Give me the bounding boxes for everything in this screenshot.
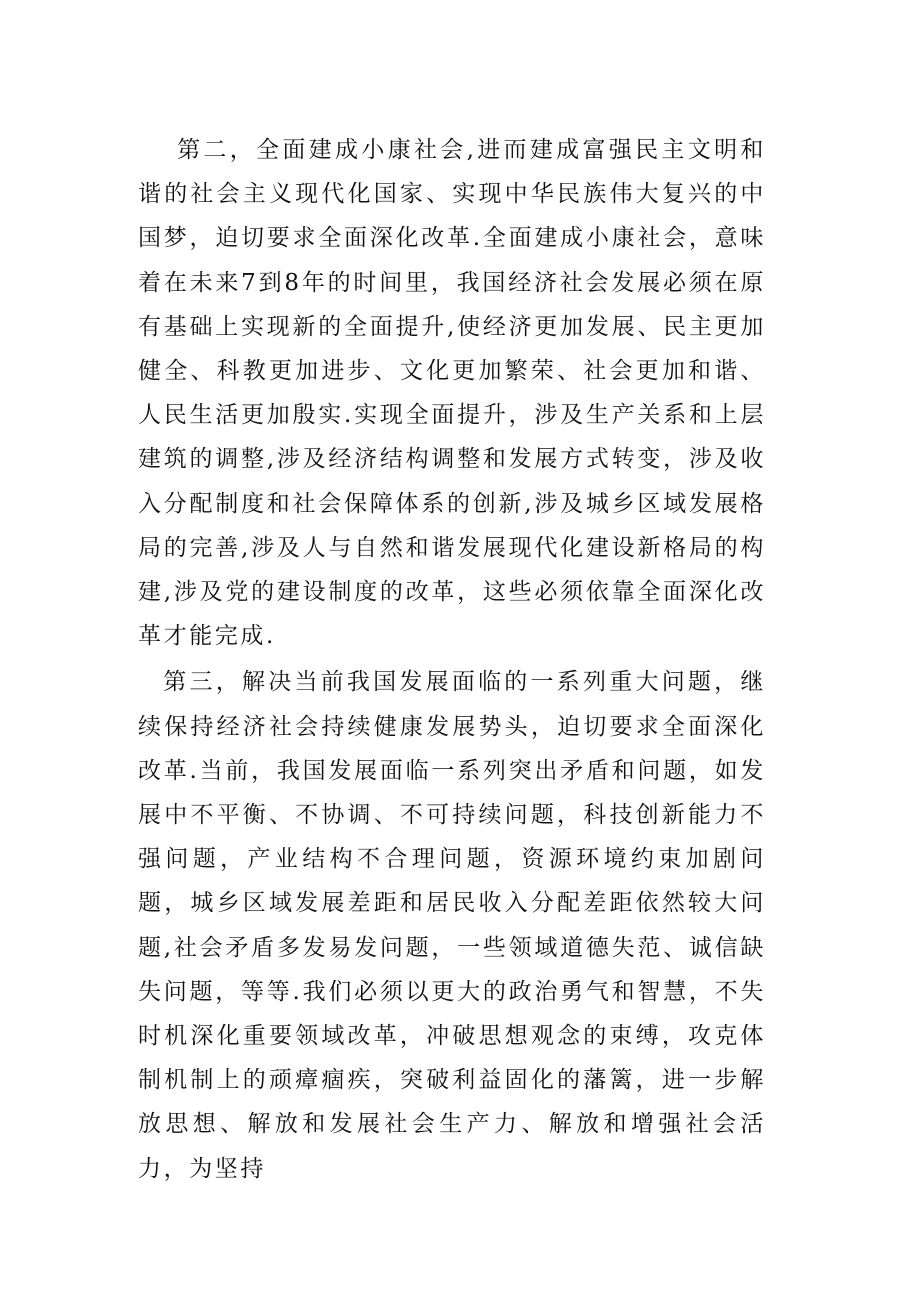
document-body <box>138 128 766 1191</box>
paragraph-second-point: 第二，全面建成小康社会,进而建成富强民主文明和谐的社会主义现代化国家、实现中华民族伟大复兴的中国梦，迫切要求全面深化改革.全面建成小康社会，意味着在未来7到8年的时间里，我国经济社会发展必须在原有基础上实现新的全面提升,使经济更加发展、民主更加健全、科教更加进步、文化更加繁荣、社会更加和谐、人民生活更加殷实.实现全面提升，涉及生产关系和上层建筑的调整,涉及经济结构调整和发展方式转变，涉及收入分配制度和社会保障体系的创新,涉及城乡区域发展格局的完善,涉及人与自然和谐发展现代化建设新格局的构建,涉及党的建设制度的改革，这些必须依靠全面深化改革才能完成. <box>138 137 766 650</box>
paragraph-third-point: 第三，解决当前我国发展面临的一系列重大问题，继续保持经济社会持续健康发展势头，迫切要求全面深化改革.当前，我国发展面临一系列突出矛盾和问题，如发展中不平衡、不协调、不可持续问题，科技创新能力不强问题，产业结构不合理问题，资源环境约束加剧问题，城乡区域发展差距和居民收入分配差距依然较大问题,社会矛盾多发易发问题，一些领域道德失范、诚信缺失问题，等等.我们必须以更大的政治勇气和智慧，不失时机深化重要领域改革，冲破思想观念的束缚，攻克体制机制上的顽瘴痼疾，突破利益固化的藩篱，进一步解放思想、解放和发展社会生产力、解放和增强社会活力，为坚持 <box>138 669 766 1182</box>
